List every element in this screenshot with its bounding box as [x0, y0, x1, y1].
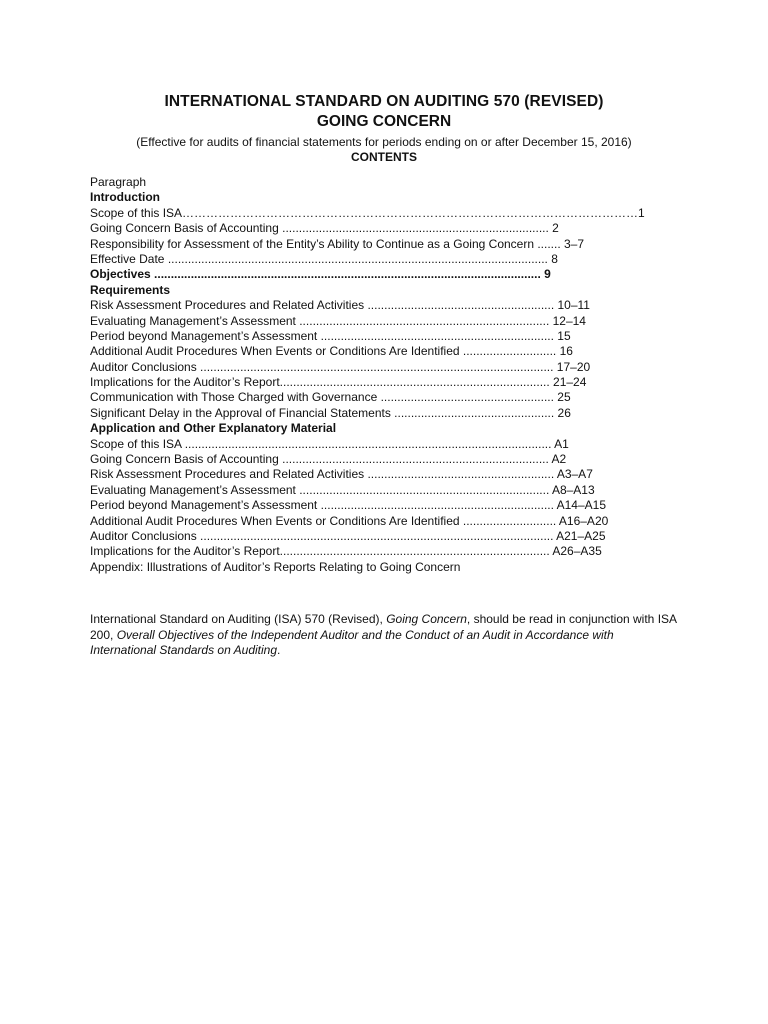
toc-entry: Additional Audit Procedures When Events or Conditions Are Identified ............................ 16	[90, 344, 573, 359]
intro-text-3: .	[277, 643, 281, 657]
toc-entry: Auditor Conclusions .......................................................................................................... A21–A25	[90, 528, 606, 543]
toc-entry: Evaluating Management’s Assessment ........................................................................... 12–14	[90, 313, 586, 328]
table-of-contents	[90, 175, 690, 575]
toc-entry: Effective Date .................................................................................................................. 8	[90, 251, 558, 266]
contents-heading: CONTENTS	[351, 150, 417, 164]
toc-entry: Additional Audit Procedures When Events or Conditions Are Identified ............................ A16–A20	[90, 513, 609, 528]
toc-entry: Going Concern Basis of Accounting ................................................................................ A2	[90, 452, 567, 467]
toc-entry: Responsibility for Assessment of the Entity’s Ability to Continue as a Going Concern ....... 3–7	[90, 236, 585, 251]
toc-entry: Auditor Conclusions .......................................................................................................... 17–20	[90, 359, 591, 374]
toc-entry: Paragraph	[90, 175, 147, 189]
toc-entry: Scope of this ISA .............................................................................................................. A1	[90, 436, 569, 451]
effective-date-note: (Effective for audits of financial statements for periods ending on or after December 15, 2016)	[136, 135, 632, 149]
toc-section-heading: Application and Other Explanatory Material	[90, 421, 337, 436]
toc-entry: Period beyond Management’s Assessment ...................................................................... 15	[90, 328, 571, 343]
toc-entry: Risk Assessment Procedures and Related Activities ........................................................ 10–11	[90, 298, 590, 313]
intro-text-2: , should be read in conjunction with ISA 200,	[90, 612, 677, 642]
toc-entry: Communication with Those Charged with Governance .................................................... 25	[90, 390, 571, 405]
toc-entry: Going Concern Basis of Accounting ................................................................................ 2	[90, 221, 559, 236]
toc-entry: Significant Delay in the Approval of Financial Statements ................................................ 26	[90, 405, 571, 420]
toc-section-heading: Objectives .................................................................................................................... 9	[90, 267, 551, 282]
toc-entry: Appendix: Illustrations of Auditor’s Reports Relating to Going Concern	[90, 559, 461, 574]
document-subtitle: GOING CONCERN	[316, 113, 452, 130]
document-title: INTERNATIONAL STANDARD ON AUDITING 570 (REVISED)	[164, 93, 604, 110]
toc-entry: Scope of this ISA……………………………………………………………………………………………………1	[90, 205, 645, 220]
toc-entry: Period beyond Management’s Assessment ...................................................................... A14–A15	[90, 498, 607, 513]
toc-entry: Implications for the Auditor’s Report................................................................................. 21–24	[90, 375, 587, 390]
toc-entry: Evaluating Management’s Assessment ........................................................................... A8–A13	[90, 482, 595, 497]
toc-section-heading: Introduction	[90, 190, 160, 205]
intro-title-going-concern: Going Concern	[386, 612, 467, 626]
toc-section-heading: Requirements	[90, 282, 171, 297]
intro-title-isa200: Overall Objectives of the Independent Auditor and the Conduct of an Audit in Accordance with International Standards on Auditing	[90, 627, 614, 657]
toc-entry: Risk Assessment Procedures and Related Activities ........................................................ A3–A7	[90, 467, 593, 482]
intro-paragraph	[90, 612, 680, 659]
toc-entry: Implications for the Auditor’s Report................................................................................. A26–A35	[90, 544, 602, 559]
intro-text-1: International Standard on Auditing (ISA) 570 (Revised),	[90, 612, 387, 626]
